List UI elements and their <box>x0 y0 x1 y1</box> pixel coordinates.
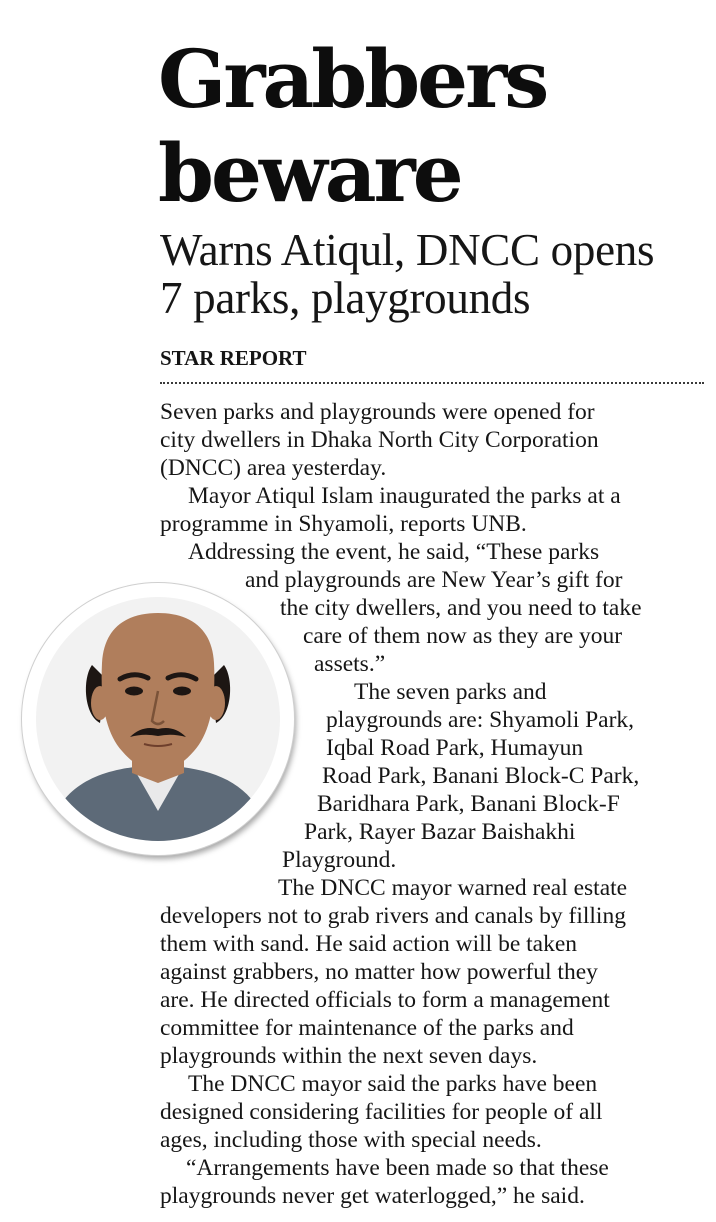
headline <box>158 32 546 220</box>
dotted-divider <box>160 382 704 384</box>
portrait-photo <box>22 583 294 855</box>
body-line: ages, including those with special needs. <box>160 1127 542 1153</box>
subheadline <box>160 226 654 322</box>
subheadline-line: 7 parks, playgrounds <box>160 273 531 323</box>
body-line: The DNCC mayor said the parks have been <box>188 1071 598 1097</box>
body-line: Baridhara Park, Banani Block-F <box>317 791 620 817</box>
body-line: assets.” <box>314 651 386 677</box>
body-line: The seven parks and <box>354 679 547 705</box>
eye-left <box>125 687 143 696</box>
body-line: city dwellers in Dhaka North City Corporation <box>160 427 599 453</box>
body-line: Playground. <box>282 847 397 873</box>
body-line: “Arrangements have been made so that these <box>186 1155 609 1181</box>
body-line: programme in Shyamoli, reports UNB. <box>160 511 527 537</box>
body-line: playgrounds are: Shyamoli Park, <box>326 707 635 733</box>
body-line: Addressing the event, he said, “These parks <box>188 539 600 565</box>
body-line: committee for maintenance of the parks and <box>160 1015 574 1041</box>
body-line: Mayor Atiqul Islam inaugurated the parks at a <box>188 483 621 509</box>
subheadline-line: Warns Atiqul, DNCC opens <box>160 225 655 275</box>
body-line: designed considering facilities for people of all <box>160 1099 603 1125</box>
body-line: the city dwellers, and you need to take <box>280 595 642 621</box>
body-line: Road Park, Banani Block-C Park, <box>322 763 640 789</box>
body-line: and playgrounds are New Year’s gift for <box>245 567 623 593</box>
body-line: Seven parks and playgrounds were opened for <box>160 399 595 425</box>
body-line: playgrounds never get waterlogged,” he said. <box>160 1183 585 1209</box>
body-line: The DNCC mayor warned real estate <box>278 875 628 901</box>
body-line: against grabbers, no matter how powerful they <box>160 959 598 985</box>
body-line: are. He directed officials to form a management <box>160 987 610 1013</box>
body-line: Iqbal Road Park, Humayun <box>326 735 584 761</box>
body-line: playgrounds within the next seven days. <box>160 1043 538 1069</box>
body-line: (DNCC) area yesterday. <box>160 455 387 481</box>
headline-line: Grabbers <box>158 32 547 126</box>
headline-line: beware <box>158 126 461 220</box>
body-line: care of them now as they are your <box>303 623 623 649</box>
body-line: Park, Rayer Bazar Baishakhi <box>304 819 576 845</box>
byline: STAR REPORT <box>160 346 307 370</box>
portrait-illustration <box>22 583 294 855</box>
eye-right <box>173 687 191 696</box>
body-line: developers not to grab rivers and canals by filling <box>160 903 626 929</box>
body-line: them with sand. He said action will be taken <box>160 931 578 957</box>
